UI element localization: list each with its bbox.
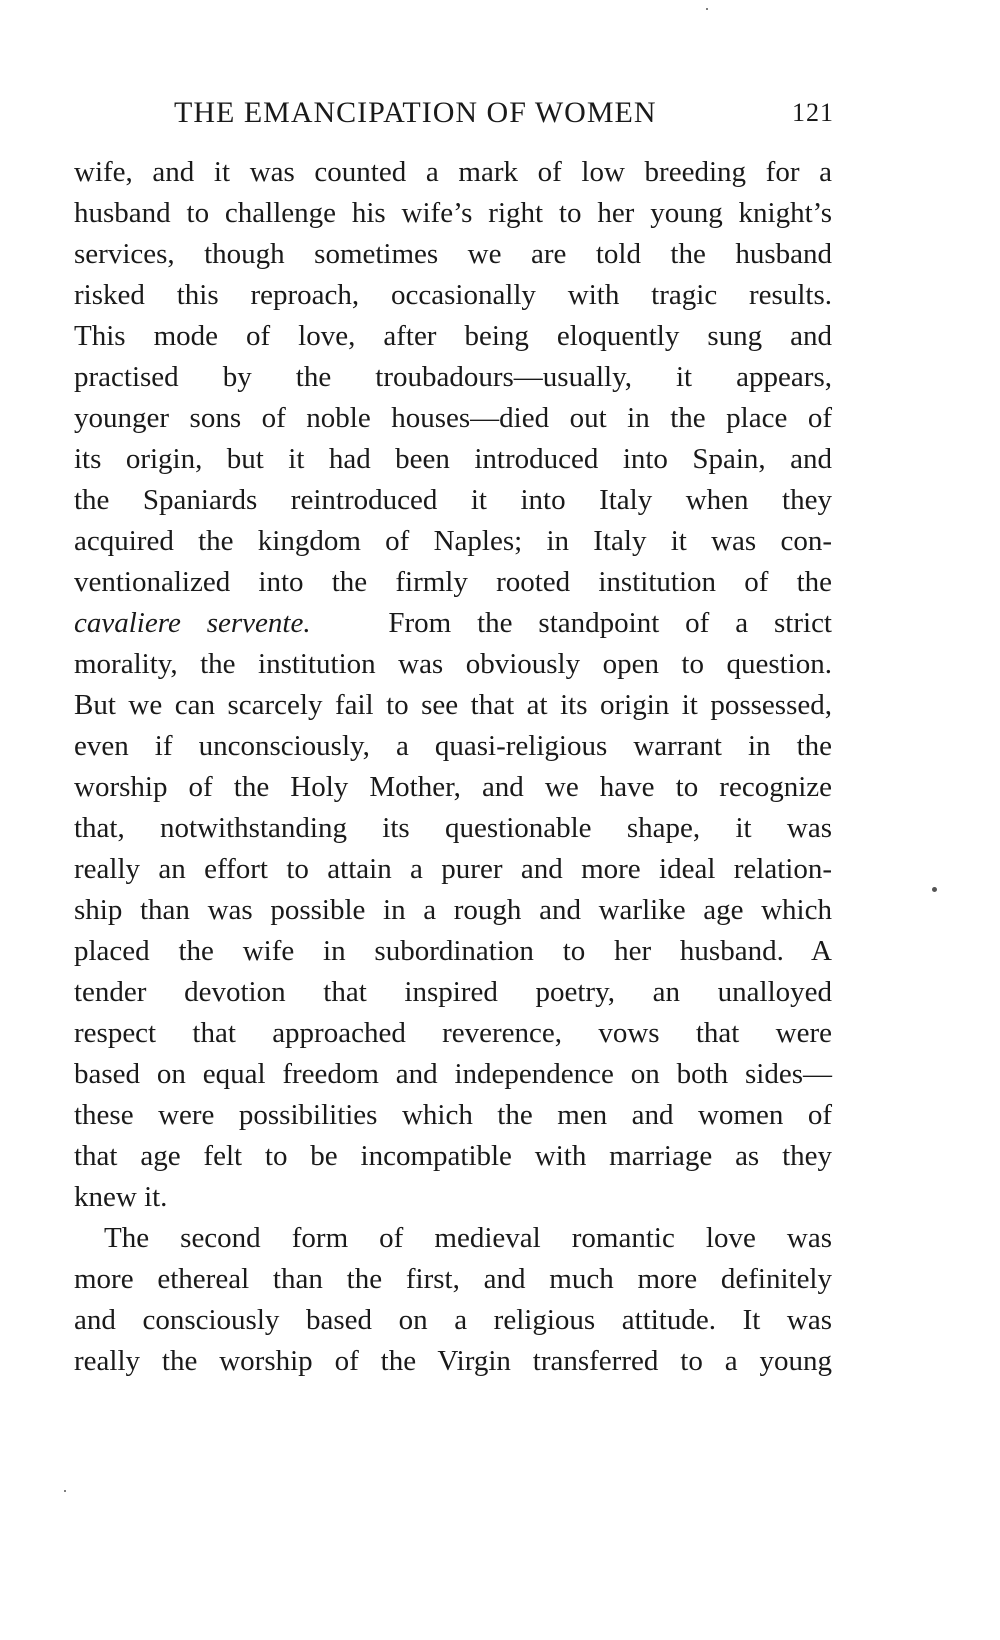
text-fragment: From the standpoint of a strict [388, 607, 832, 639]
text-line: services, though sometimes we are told the husband [74, 238, 832, 270]
text-line-italic [74, 603, 832, 644]
text-line: This mode of love, after being eloquently sung and [74, 320, 832, 352]
text-line: really an effort to attain a purer and more ideal relation- [74, 853, 832, 885]
text-line: morality, the institution was obviously open to question. [74, 648, 832, 680]
text-line: based on equal freedom and independence on both sides— [74, 1058, 832, 1090]
scan-speck [706, 8, 708, 10]
text-line: knew it. [74, 1181, 168, 1213]
text-line: really the worship of the Virgin transferred to a young [74, 1345, 832, 1377]
text-line: respect that approached reverence, vows that were [74, 1017, 832, 1049]
text-line: its origin, but it had been introduced into Spain, and [74, 443, 832, 475]
running-title: THE EMANCIPATION OF WOMEN [174, 96, 657, 129]
text-line: practised by the troubadours—usually, it appears, [74, 361, 832, 393]
text-line: acquired the kingdom of Naples; in Italy it was con- [74, 525, 832, 557]
text-line: placed the wife in subordination to her husband. A [74, 935, 832, 967]
text-line: husband to challenge his wife’s right to her young knight’s [74, 197, 832, 229]
text-line: that, notwithstanding its questionable shape, it was [74, 812, 832, 844]
scan-speck [64, 1490, 66, 1492]
text-line: ventionalized into the firmly rooted institution of the [74, 566, 832, 598]
text-line: But we can scarcely fail to see that at its origin it possessed, [74, 689, 832, 721]
scan-speck [932, 887, 937, 892]
text-line: and consciously based on a religious attitude. It was [74, 1304, 832, 1336]
text-line: more ethereal than the first, and much more definitely [74, 1263, 832, 1295]
body-text [74, 152, 832, 1382]
running-head [74, 96, 834, 136]
text-line: wife, and it was counted a mark of low breeding for a [74, 156, 832, 188]
text-line: younger sons of noble houses—died out in the place of [74, 402, 832, 434]
text-line: tender devotion that inspired poetry, an unalloyed [74, 976, 832, 1008]
page-number: 121 [792, 98, 834, 127]
text-line: risked this reproach, occasionally with tragic results. [74, 279, 832, 311]
text-line: that age felt to be incompatible with marriage as they [74, 1140, 832, 1172]
text-line: The second form of medieval romantic love was [104, 1222, 832, 1254]
text-line: ship than was possible in a rough and warlike age which [74, 894, 832, 926]
text-line: these were possibilities which the men and women of [74, 1099, 832, 1131]
italic-phrase: cavaliere servente. [74, 607, 311, 639]
text-line: worship of the Holy Mother, and we have to recognize [74, 771, 832, 803]
text-line: the Spaniards reintroduced it into Italy when they [74, 484, 832, 516]
text-line: even if unconsciously, a quasi-religious warrant in the [74, 730, 832, 762]
